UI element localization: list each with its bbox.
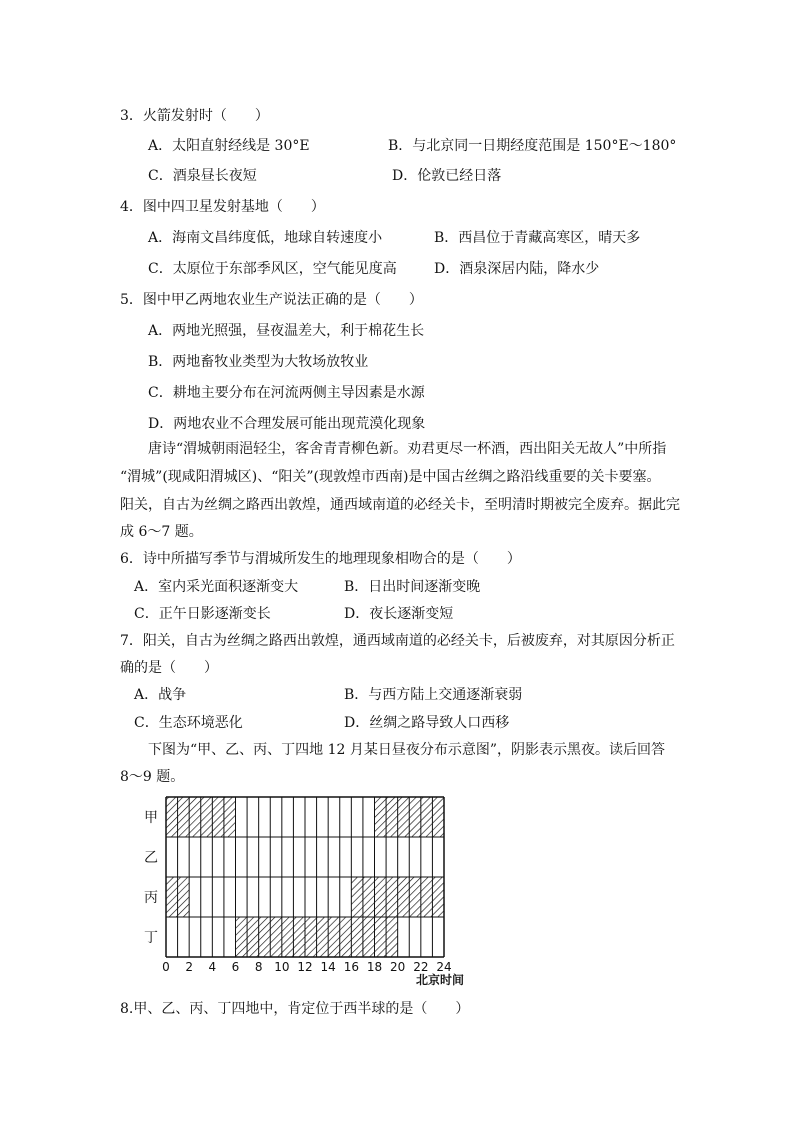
- q4-option-a: A．海南文昌纬度低，地球自转速度小: [148, 230, 383, 246]
- q4-option-b: B．西昌位于青藏高寒区，晴天多: [434, 230, 641, 246]
- x-tick-label-2: 2: [185, 960, 193, 974]
- q3-stem: 3．火箭发射时（ ）: [120, 108, 269, 124]
- x-tick-label-12: 12: [297, 960, 313, 974]
- q6-option-d: D．夜长逐渐变短: [344, 606, 454, 622]
- q6-stem: 6．诗中所描写季节与渭城所发生的地理现象相吻合的是（ ）: [120, 551, 521, 567]
- q7-stem-line2: 确的是（ ）: [120, 660, 218, 676]
- q3-option-b: B．与北京同一日期经度范围是 150°E～180°: [388, 138, 677, 154]
- x-tick-label-8: 8: [254, 960, 263, 974]
- x-tick-label-20: 20: [390, 960, 406, 974]
- day-night-chart: [140, 790, 470, 990]
- x-tick-label-0: 0: [162, 960, 170, 974]
- q6-option-a: A．室内采光面积逐渐变大: [134, 579, 299, 595]
- x-tick-label-4: 4: [208, 960, 217, 974]
- q3-option-c: C．酒泉昼长夜短: [148, 168, 257, 184]
- row-label-4: 丁: [144, 930, 158, 946]
- q4-option-c: C．太原位于东部季风区，空气能见度高: [148, 261, 397, 277]
- x-tick-label-18: 18: [366, 960, 383, 974]
- x-tick-label-24: 24: [436, 960, 452, 974]
- day-night-chart-svg: [140, 790, 470, 990]
- q6-option-b: B．日出时间逐渐变晚: [344, 579, 481, 595]
- q5-stem: 5．图中甲乙两地农业生产说法正确的是（ ）: [120, 292, 423, 308]
- q4-option-d: D．酒泉深居内陆，降水少: [434, 261, 600, 277]
- x-tick-label-14: 14: [320, 960, 336, 974]
- chart-x-axis-label: 北京时间: [415, 973, 465, 987]
- q5-option-a: A．两地光照强，昼夜温差大，利于棉花生长: [148, 323, 425, 339]
- q7-stem-line1: 7．阳关，自古为丝绸之路西出敦煌，通西域南道的必经关卡，后被废弃，对其原因分析正: [120, 633, 675, 649]
- q3-option-a: A．太阳直射经线是 30°E: [148, 138, 310, 154]
- x-tick-label-22: 22: [413, 960, 429, 974]
- x-tick-label-6: 6: [231, 960, 240, 974]
- q4-stem: 4．图中四卫星发射基地（ ）: [120, 199, 325, 215]
- q6-option-c: C．正午日影逐渐变长: [134, 606, 271, 622]
- x-tick-label-10: 10: [274, 960, 290, 974]
- q7-option-d: D．丝绸之路导致人口西移: [344, 715, 510, 731]
- x-tick-label-16: 16: [343, 960, 359, 974]
- q7-option-b: B．与西方陆上交通逐渐衰弱: [344, 687, 523, 703]
- passage1-line1: 唐诗“渭城朝雨浥轻尘，客舍青青柳色新。劝君更尽一杯酒，西出阳关无故人”中所指: [148, 441, 667, 457]
- passage1-line4: 成 6～7 题。: [120, 524, 203, 540]
- q8-stem: 8.甲、乙、丙、丁四地中，肯定位于西半球的是（ ）: [120, 1001, 470, 1017]
- row-label-1: 甲: [144, 810, 158, 826]
- row-label-2: 乙: [144, 850, 158, 866]
- q5-option-b: B．两地畜牧业类型为大牧场放牧业: [148, 354, 369, 370]
- q5-option-d: D．两地农业不合理发展可能出现荒漠化现象: [148, 416, 426, 432]
- q3-option-d: D．伦敦已经日落: [392, 168, 502, 184]
- passage2-line2: 8～9 题。: [120, 769, 185, 785]
- q7-option-c: C．生态环境恶化: [134, 715, 243, 731]
- q7-option-a: A．战争: [134, 687, 187, 703]
- passage2-line1: 下图为“甲、乙、丙、丁四地 12 月某日昼夜分布示意图”，阴影表示黑夜。读后回答: [148, 742, 666, 758]
- passage1-line3: 阳关，自古为丝绸之路西出敦煌，通西域南道的必经关卡，至明清时期被完全废弃。据此完: [120, 497, 680, 513]
- passage1-line2: “渭城”(现咸阳渭城区)、“阳关”(现敦煌市西南)是中国古丝绸之路沿线重要的关卡要塞。: [120, 469, 661, 485]
- q5-option-c: C．耕地主要分布在河流两侧主导因素是水源: [148, 385, 425, 401]
- row-label-3: 丙: [144, 890, 158, 906]
